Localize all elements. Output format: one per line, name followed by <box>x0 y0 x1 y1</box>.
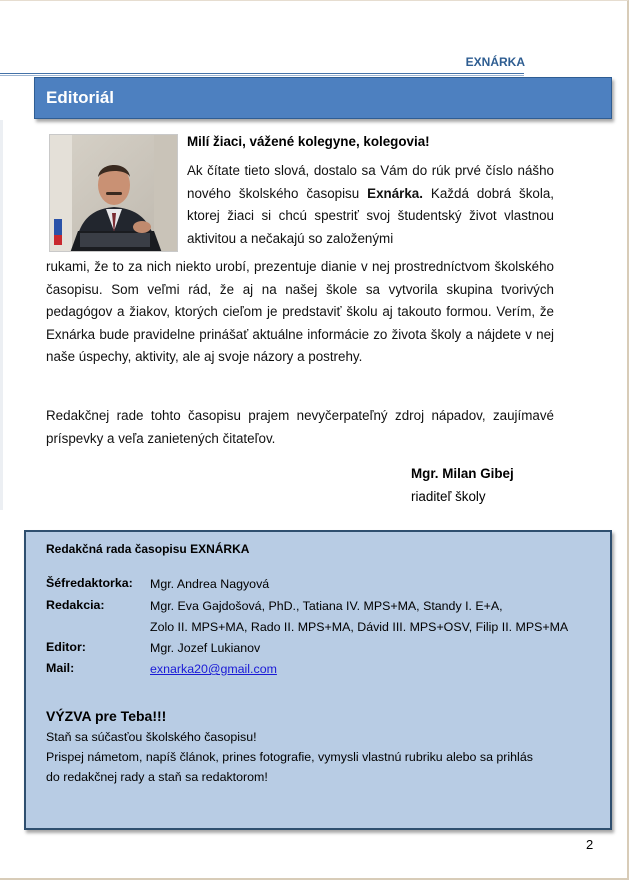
editorial-staff-value: Mgr. Eva Gajdošová, PhD., Tatiana IV. MPS+MA, Standy I. E+A, <box>150 599 503 613</box>
mail-value <box>150 659 277 679</box>
header-rule-secondary <box>0 75 524 76</box>
editor-label: Editor: <box>46 640 86 654</box>
mail-label: Mail: <box>46 661 75 675</box>
board-title: Redakčná rada časopisu EXNÁRKA <box>46 542 250 556</box>
paragraph-1-text-end: Každá dobrá škola, ktorej žiaci si chcú spestriť svoj študentský život vlastnou aktivitou a nečakajú so založenými <box>187 185 554 246</box>
editorial-greeting: Milí žiaci, vážené kolegyne, kolegovia! <box>187 134 430 149</box>
left-gutter <box>0 120 3 510</box>
signature-role: riaditeľ školy <box>411 489 486 504</box>
email-link[interactable]: exnarka20@gmail.com <box>150 662 277 676</box>
editorial-title-bar <box>34 77 612 119</box>
call-line-3: do redakčnej rady a staň sa redaktorom! <box>46 770 268 784</box>
chief-editor-value: Mgr. Andrea Nagyová <box>150 577 270 591</box>
author-photo <box>49 134 178 252</box>
editorial-staff-label: Redakcia: <box>46 598 105 612</box>
call-line-2: Prispej námetom, napíš článok, prines fotografie, vymysli vlastnú rubriku alebo sa prihlás <box>46 750 533 764</box>
chief-editor-label: Šéfredaktorka: <box>46 576 133 590</box>
page-number: 2 <box>586 837 594 852</box>
paragraph-1-text-start: Ak čítate tieto slová, dostalo sa Vám do rúk prvé číslo nášho nového školského časopisu <box>187 163 554 201</box>
magazine-name-bold: Exnárka. <box>367 185 423 201</box>
editorial-board-box <box>24 530 612 830</box>
editor-value: Mgr. Jozef Lukianov <box>150 641 261 655</box>
editorial-paragraph-2: Redakčnej rade tohto časopisu prajem nevyčerpateľný zdroj nápadov, zaujímavé príspevky a veľa zanietených čitateľov. <box>46 408 554 446</box>
signature-name: Mgr. Milan Gibej <box>411 466 514 481</box>
author-photo-image <box>50 135 178 252</box>
call-line-1: Staň sa súčasťou školského časopisu! <box>46 730 257 744</box>
header-brand: EXNÁRKA <box>465 55 525 69</box>
editorial-paragraph-1-part-b: rukami, že to za nich niekto urobí, prezentuje dianie v nej prostredníctvom školského časopisu. Som veľmi rád, že aj na našej škole sa vytvorila skupina tvorivých pedagógov a žiakov, ktorých cieľom je predstaviť školu aj takouto formou. Verím, že Exnárka bude pravidelne prinášať aktuálne informácie zo života školy a nájdete v nej naše úspechy, aktivity, ale aj svoje názory a postrehy. <box>46 259 554 364</box>
header-rule <box>0 73 524 74</box>
editorial-title: Editoriál <box>46 88 115 107</box>
editorial-paragraph-1-part-a <box>187 160 554 250</box>
editorial-staff-value-line2: Zolo II. MPS+MA, Rado II. MPS+MA, Dávid III. MPS+OSV, Filip II. MPS+MA <box>150 620 569 634</box>
call-to-action-title: VÝZVA pre Teba!!! <box>46 708 167 724</box>
